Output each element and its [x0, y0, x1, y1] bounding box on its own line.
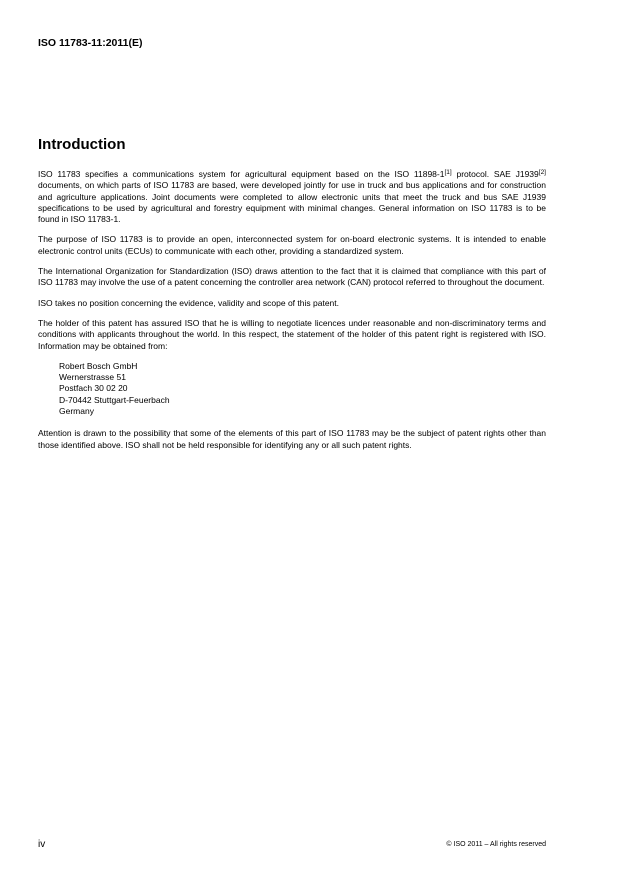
introduction-body — [38, 169, 546, 460]
address-line: D-70442 Stuttgart-Feuerbach — [59, 394, 170, 405]
paragraph-3: The International Organization for Standardization (ISO) draws attention to the fact that it is claimed that compliance with this part of ISO 11783 may involve the use of a patent concerning the controller area network (CAN) protocol referred to throughout the document. — [38, 266, 546, 288]
page-number: iv — [38, 839, 46, 850]
patent-holder-address — [59, 361, 546, 417]
document-id: ISO 11783-11:2011(E) — [38, 37, 143, 49]
paragraph-1-text-a: ISO 11783 specifies a communications system for agricultural equipment based on the ISO 11898-1 — [38, 169, 445, 179]
paragraph-6: Attention is drawn to the possibility that some of the elements of this part of ISO 11783 may be the subject of patent rights other than those identified above. ISO shall not be held responsible for identifying any or all such patent rights. — [38, 428, 546, 450]
address-line: Robert Bosch GmbH — [59, 360, 138, 371]
paragraph-1-text-b: protocol. SAE J1939 — [451, 169, 539, 179]
paragraph-1-text-c: documents, on which parts of ISO 11783 are based, were developed jointly for use in truck and bus applications and for construction and agriculture applications. Joint documents were completed to allow electronic units that meet the truck and bus SAE J1939 specifications to be used by agricultural and forestry equipment with minimal changes. General information on ISO 11783 is to be found in ISO 11783-1. — [38, 180, 546, 225]
copyright-notice: © ISO 2011 – All rights reserved — [446, 841, 546, 848]
reference-2: [2] — [538, 169, 546, 176]
reference-1: [1] — [444, 169, 452, 176]
address-line: Germany — [59, 406, 94, 417]
paragraph-4: ISO takes no position concerning the evidence, validity and scope of this patent. — [38, 297, 339, 308]
address-line: Wernerstrasse 51 — [59, 372, 126, 383]
section-title: Introduction — [38, 136, 126, 153]
address-line: Postfach 30 02 20 — [59, 383, 128, 394]
paragraph-2: The purpose of ISO 11783 is to provide an open, interconnected system for on-board electronic systems. It is intended to enable electronic control units (ECUs) to communicate with each other, providing a standardized system. — [38, 234, 546, 256]
paragraph-1 — [38, 169, 546, 225]
paragraph-5: The holder of this patent has assured ISO that he is willing to negotiate licences under reasonable and non-discriminatory terms and conditions with applicants throughout the world. In this respect, the statement of the holder of this patent right is registered with ISO. Information may be obtained from: — [38, 317, 546, 351]
